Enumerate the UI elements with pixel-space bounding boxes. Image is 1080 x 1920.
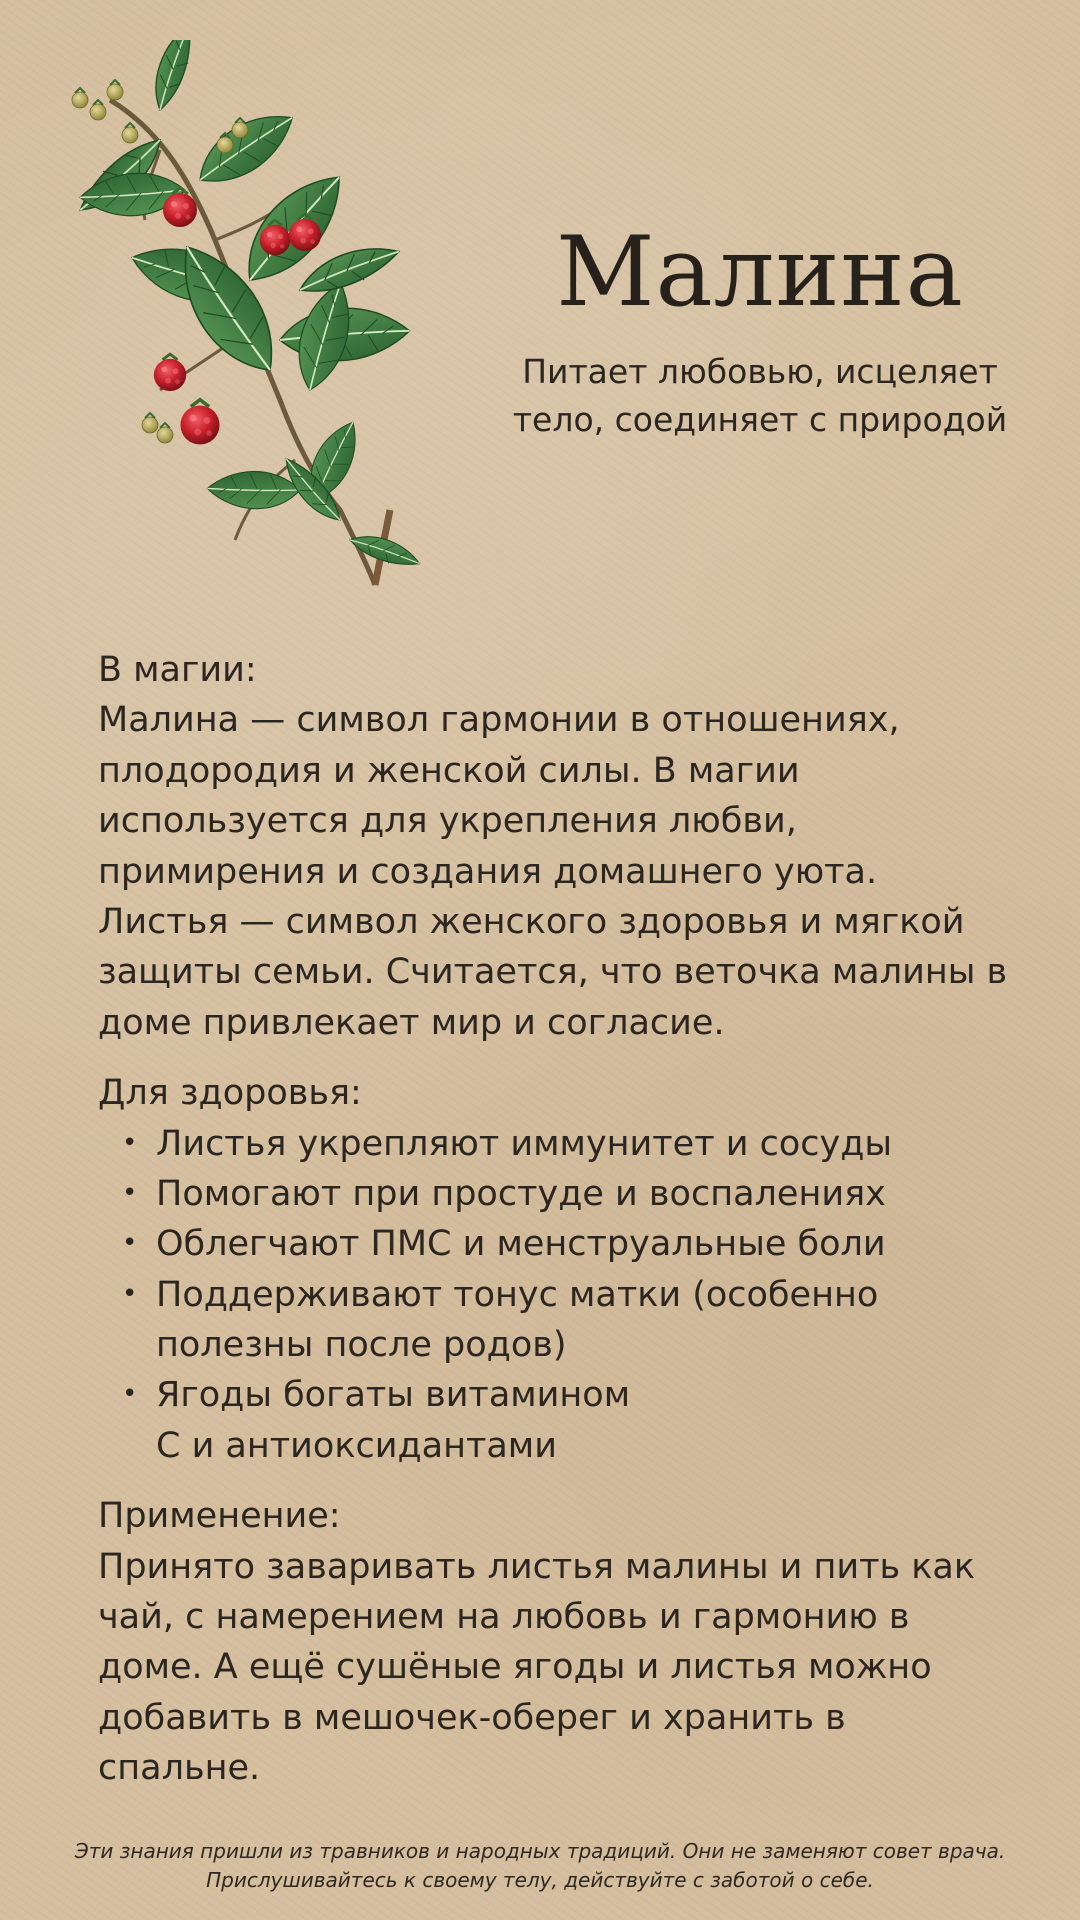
list-item: • Ягоды богаты витамином С и антиоксидантами (156, 1370, 1018, 1471)
list-item: • Листья укрепляют иммунитет и сосуды (156, 1119, 1018, 1169)
usage-section (98, 1491, 1018, 1793)
list-item: • Помогают при простуде и воспалениях (156, 1169, 1018, 1219)
list-item: • Облегчают ПМС и менструальные боли (156, 1219, 1018, 1269)
list-item: • Поддерживают тонус матки (особенно полезны после родов) (156, 1270, 1018, 1371)
health-heading: Для здоровья: (98, 1073, 362, 1114)
magic-section (98, 645, 1018, 1048)
magic-text: Малина — символ гармонии в отношениях, плодородия и женской силы. В магии используется для укрепления любви, примирения и создания домашнего уюта. Листья — символ женского здоровья и мягкой защиты семьи. Считается, что веточка малины в доме привлекает мир и согласие. (98, 700, 1008, 1043)
page-subtitle: Питает любовью, исцеляет тело, соединяет с природой (512, 352, 1008, 439)
usage-text: Принято заваривать листья малины и пить как чай, с намерением на любовь и гармонию в доме. А ещё сушёные ягоды и листья можно добавить в мешочек-оберег и хранить в спальне. (98, 1546, 975, 1789)
magic-heading: В магии: (98, 650, 257, 690)
page-title: Малина (556, 216, 964, 328)
health-section (98, 1068, 1018, 1471)
main-content (98, 645, 1018, 1814)
usage-heading: Применение: (98, 1496, 341, 1537)
health-list (98, 1119, 1018, 1472)
footer-disclaimer: Эти знания пришли из травников и народных традиций. Они не заменяют совет врача. Прислушивайтесь к своему телу, действуйте с заботой о себе. (74, 1839, 1006, 1892)
raspberry-branch-illustration (40, 40, 460, 610)
